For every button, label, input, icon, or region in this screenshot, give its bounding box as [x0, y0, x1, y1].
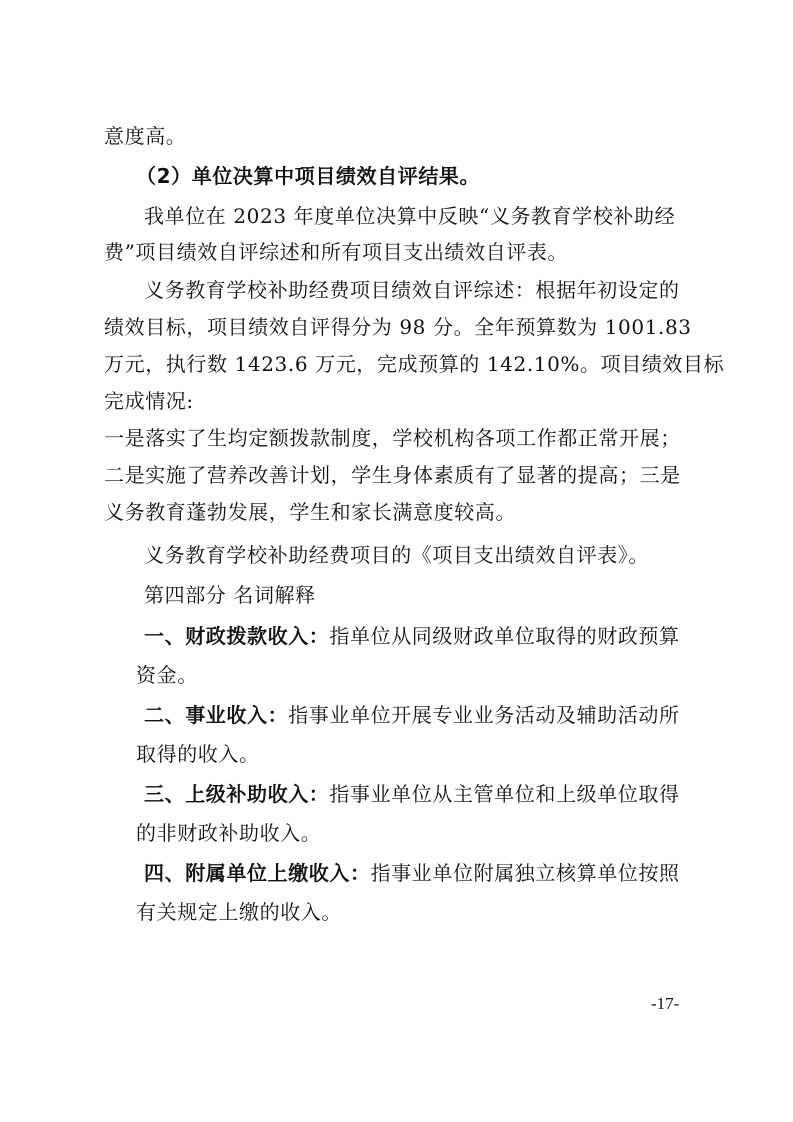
term-definition: 指单位从同级财政单位取得的财政预算 — [329, 624, 680, 648]
term-definition-line — [144, 624, 680, 648]
paragraph-line: 一是落实了生均定额拨款制度，学校机构各项工作都正常开展； — [104, 426, 681, 450]
paragraph-line: 义务教育学校补助经费项目绩效自评综述：根据年初设定的 — [144, 278, 680, 302]
paragraph-line: 二是实施了营养改善计划，学生身体素质有了显著的提高；三是 — [104, 463, 681, 487]
term-definition-line: 的非财政补助收入。 — [136, 821, 322, 845]
term-definition: 指事业单位从主管单位和上级单位取得 — [329, 782, 680, 806]
term-label: 二、事业收入： — [144, 703, 289, 727]
paragraph-line: 义务教育蓬勃发展，学生和家长满意度较高。 — [104, 500, 516, 524]
paragraph-line: 意度高。 — [104, 124, 187, 148]
paragraph-line: 万元，执行数 1423.6 万元，完成预算的 142.10%。项目绩效目标 — [104, 352, 725, 376]
subsection-heading: （2）单位决算中项目绩效自评结果。 — [136, 164, 481, 188]
term-definition-line: 有关规定上缴的收入。 — [136, 900, 342, 924]
page-number: -17- — [651, 994, 680, 1013]
term-label: 四、附属单位上缴收入： — [144, 861, 371, 885]
term-definition: 指事业单位附属独立核算单位按照 — [370, 861, 680, 885]
paragraph-line: 绩效目标，项目绩效自评得分为 98 分。全年预算数为 1001.83 — [104, 315, 692, 339]
paragraph-line: 费”项目绩效自评综述和所有项目支出绩效自评表。 — [104, 240, 569, 264]
term-definition-line — [144, 782, 680, 806]
term-definition-line — [144, 703, 680, 727]
term-definition: 指事业单位开展专业业务活动及辅助活动所 — [288, 703, 680, 727]
term-definition-line — [144, 861, 680, 885]
section-heading: 第四部分 名词解释 — [144, 583, 316, 607]
term-label: 一、财政拨款收入： — [144, 624, 330, 648]
term-definition-line: 取得的收入。 — [136, 742, 260, 766]
term-definition-line: 资金。 — [136, 663, 198, 687]
paragraph-line: 我单位在 2023 年度单位决算中反映“义务教育学校补助经 — [144, 204, 676, 228]
paragraph-line: 完成情况: — [104, 389, 194, 413]
paragraph-line: 义务教育学校补助经费项目的《项目支出绩效自评表》。 — [144, 543, 649, 567]
term-label: 三、上级补助收入： — [144, 782, 330, 806]
